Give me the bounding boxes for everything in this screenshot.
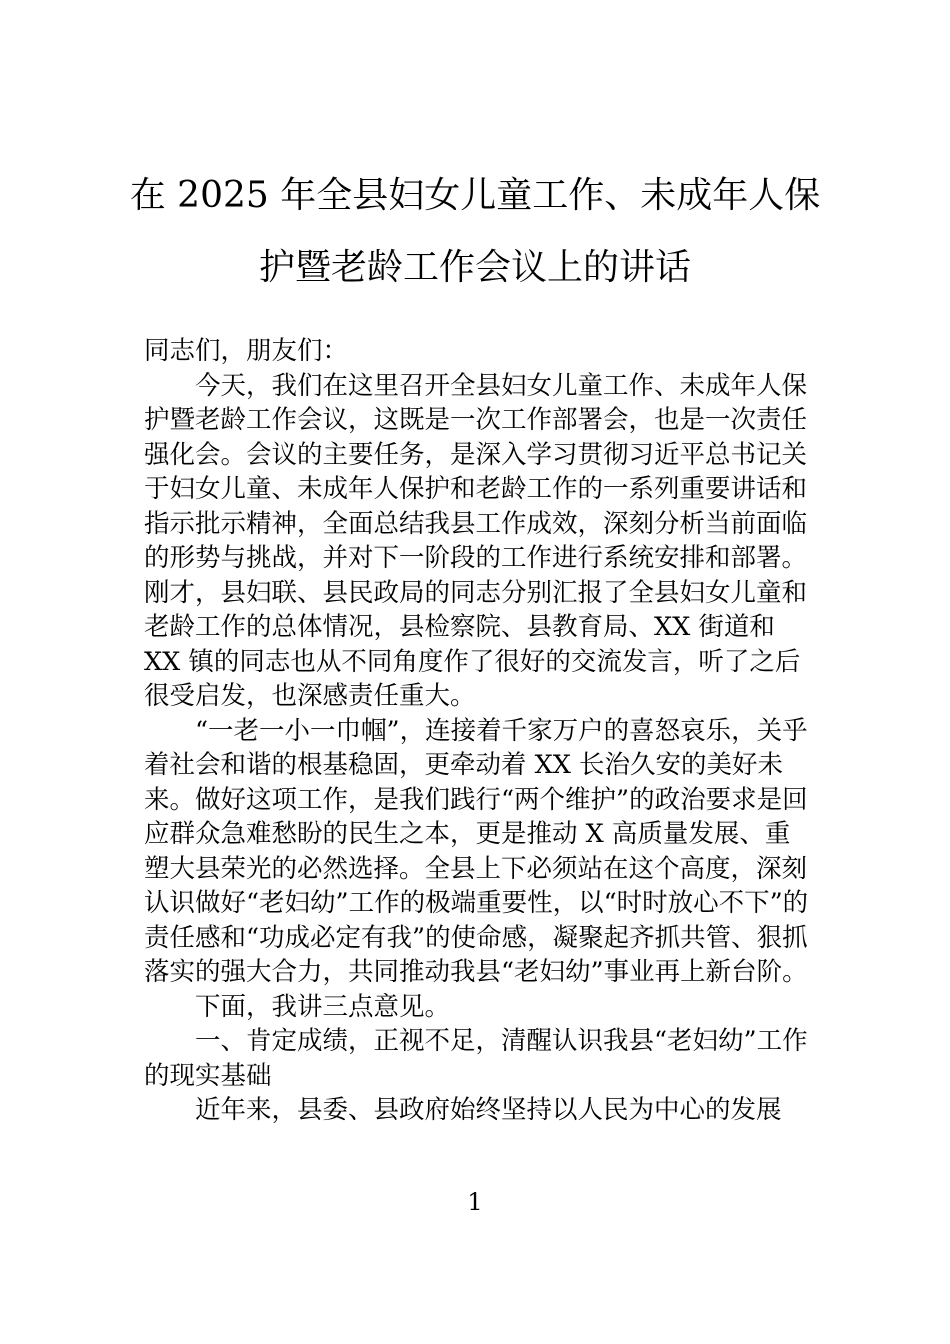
paragraph-section-one-start: 近年来，县委、县政府始终坚持以人民为中心的发展 [195, 1095, 782, 1125]
page-number: 1 [467, 1188, 483, 1216]
title-line-2: 护暨老龄工作会议上的讲话 [258, 247, 691, 288]
paragraph-transition: 下面，我讲三点意见。 [195, 991, 451, 1022]
title-line-1: 在 2025 年全县妇女儿童工作、未成年人保 [129, 175, 821, 216]
salutation: 同志们，朋友们： [144, 336, 349, 366]
paragraph-significance: “一老一小一巾帼”，连接着千家万户的喜怒哀乐，关乎着社会和谐的根基稳固，更牵动着 XX 长治久安的美好未来。做好这项工作，是我们践行“两个维护”的政治要求是回应群众急难愁盼的民生之本，更是推动 X 高质量发展、重塑大县荣光的必然选择。全县上下必须站在这个高度，深刻认识做好“老妇幼”工作的极端重要性，以“时时放心不下”的责任感和“功成必定有我”的使命感，凝聚起齐抓共管、狠抓落实的强大合力，共同推动我县“老妇幼”事业再上新台阶。 [144, 715, 809, 987]
speech-body [144, 334, 809, 1128]
paragraph-opening: 今天，我们在这里召开全县妇女儿童工作、未成年人保护暨老龄工作会议，这既是一次工作部署会，也是一次责任强化会。会议的主要任务，是深入学习贯彻习近平总书记关于妇女儿童、未成年人保护和老龄工作的一系列重要讲话和指示批示精神，全面总结我县工作成效，深刻分析当前面临的形势与挑战，并对下一阶段的工作进行系统安排和部署。刚才，县妇联、县民政局的同志分别汇报了全县妇女儿童和老龄工作的总体情况，县检察院、县教育局、XX 街道和 XX 镇的同志也从不同角度作了很好的交流发言，听了之后很受启发，也深感责任重大。 [144, 370, 808, 711]
section-heading-one: 一、肯定成绩，正视不足，清醒认识我县“老妇幼”工作的现实基础 [144, 1026, 808, 1091]
page-title [120, 160, 830, 304]
